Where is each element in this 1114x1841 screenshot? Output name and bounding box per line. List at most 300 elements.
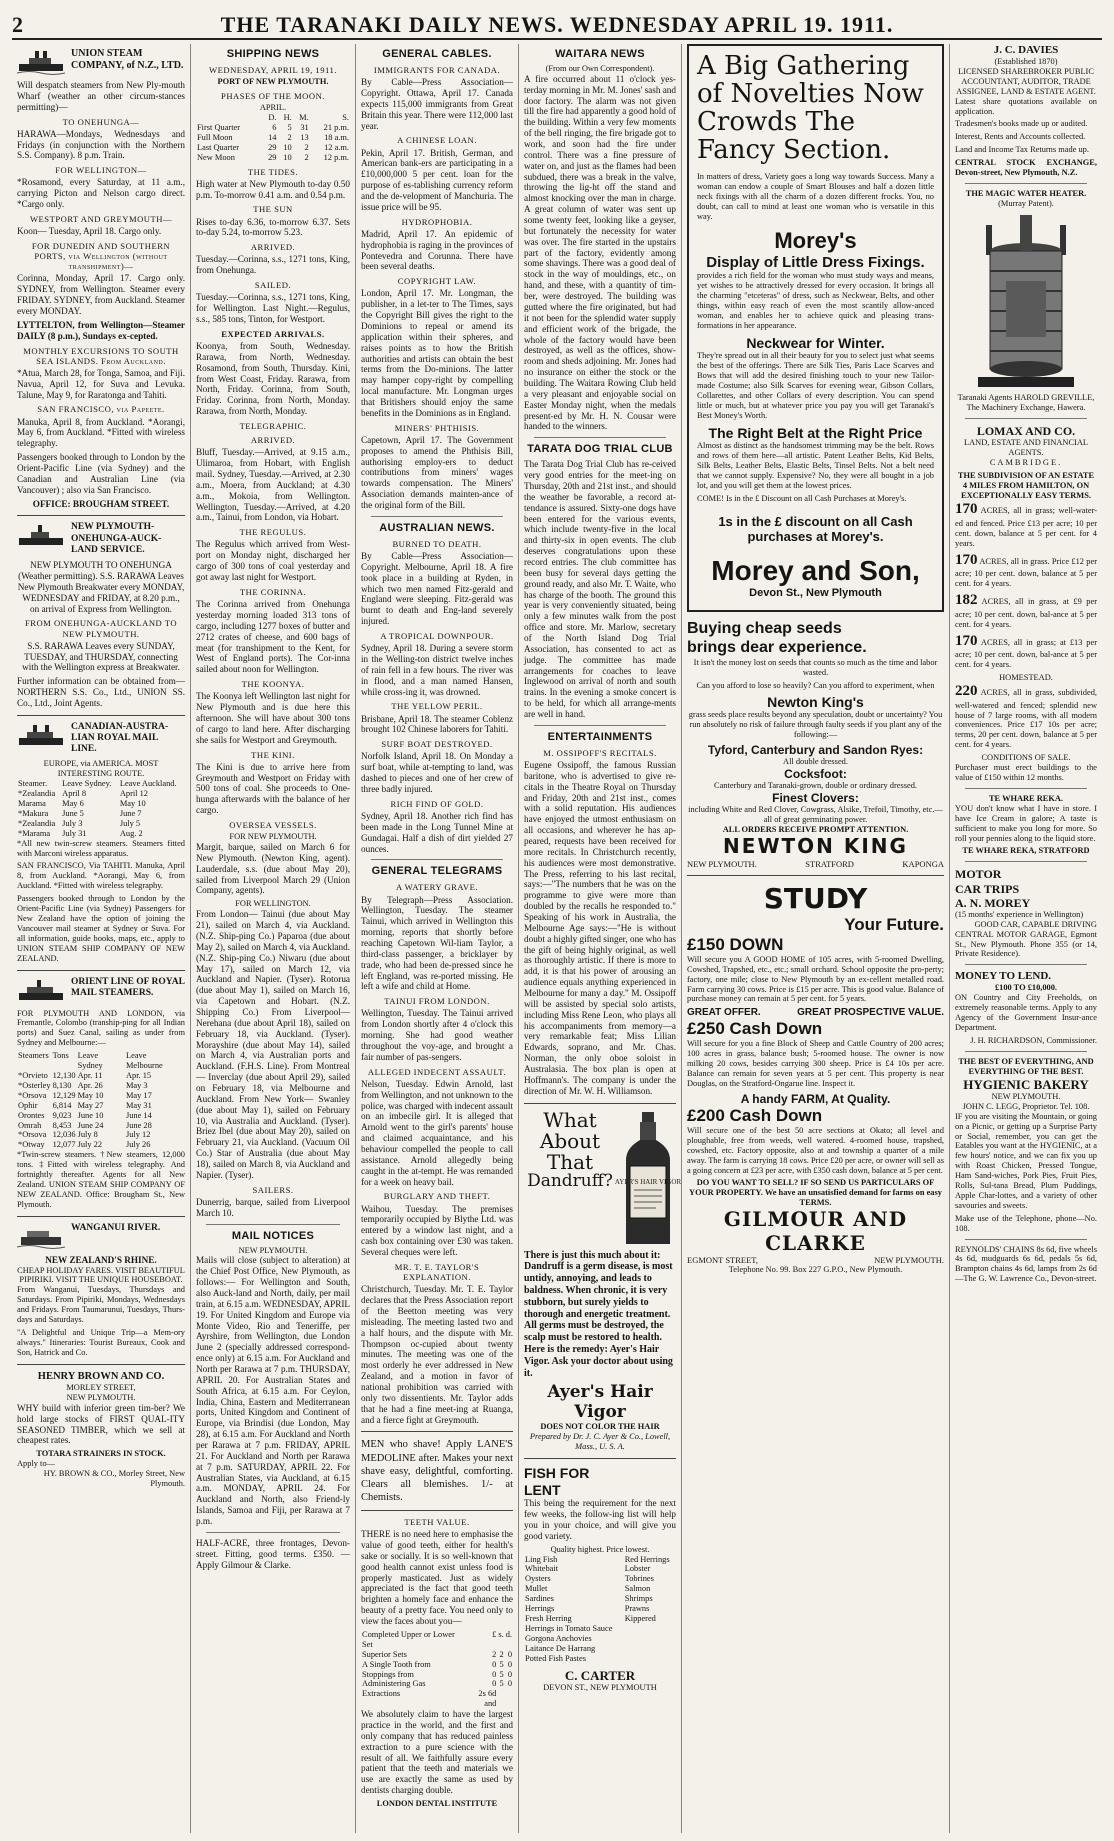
gc-tel: Telephone No. 99. Box 227 G.P.O., New Plymouth. — [728, 1265, 903, 1275]
fish-list — [524, 1555, 676, 1664]
wanganui-ad — [17, 1223, 185, 1251]
table-row: *Orsova 12,036 July 8 July 12 — [18, 1130, 151, 1140]
table-row: A Single Tooth from 0 5 0 — [362, 1659, 512, 1669]
byline: (From our Own Correspondent). — [545, 63, 655, 73]
section-heading: SHIPPING NEWS — [226, 48, 320, 60]
sf-text: Manuka, April 8, from Auckland. *Aorangi, May 6, from Auckland. *Fitted with wireless telegraphy. — [17, 416, 185, 449]
westport-head: WESTPORT AND GREYMOUTH— — [29, 214, 173, 225]
list-item: Potted Fish Pastes — [525, 1653, 586, 1663]
table-row: Stoppings from 0 5 0 — [362, 1669, 512, 1679]
nk-name: Newton King's — [767, 693, 864, 710]
divider — [687, 875, 944, 876]
sailed-text: Tuesday.—Corinna, s.s., 1271 tons, King, for Wellington. Last Night.—Regulus, s.s., 585 tons, Tinton, for Westport. — [196, 292, 350, 325]
lyttelton-text: LYTTELTON, from Wellington—Steamer DAILY (8 p.m.), Sundays ex-cepted. — [17, 319, 185, 341]
oversea-wn: FOR WELLINGTON. — [235, 899, 311, 909]
heater-patent: (Murray Patent). — [998, 198, 1054, 208]
usco-ad — [17, 48, 185, 76]
list-item: Fresh Herring Kippered — [525, 1613, 656, 1623]
article-text: Norfolk Island, April 18. On Monday a surf boat, while at-tempting to land, was dashed to pieces and one of her crew of three badly injured. — [361, 751, 513, 795]
study-sub: Your Future. — [844, 914, 944, 934]
article-heading: TAINUI FROM LONDON. — [384, 996, 490, 1007]
sun-text: Rises to-day 6.36, to-morrow 6.37. Sets to-day 5.24, to-morrow 5.23. — [196, 216, 350, 238]
canadian-sf: SAN FRANCISCO, Via TAHITI. Manuka, April 8, from Auckland. *Aorangi, May 6, from Auckland. *Fitted with wireless telegraphy. — [17, 861, 185, 891]
amorey-sub: (15 months' experience in Wellington) — [955, 909, 1084, 919]
teeth-heading: TEETH VALUE. — [404, 1517, 470, 1527]
fish-quality: Quality highest. Price lowest. — [550, 1544, 650, 1554]
gc-addr-2: NEW PLYMOUTH. — [874, 1255, 944, 1266]
handy-farm: A handy FARM, At Quality. — [740, 1091, 891, 1106]
article-heading: BURGLARY AND THEFT. — [383, 1191, 491, 1202]
orient-note: *Twin-screw steamers. †New steamers, 12,000 tons. ‡Fitted with wireless telegraphy. And fortnightly thereafter. Agents for all New Zealand. UNION STEAM SHIP COMPANY OF NEW ZEALAND. Office: Brougham St., New Plymouth. — [17, 1150, 185, 1209]
article-text: Sydney, April 18. During a severe storm in the Welling-ton district twelve inches of rain fell in a few hours. The river was in flood, and a man named Hansen, while cross-ing it, was drowned. — [361, 643, 513, 697]
table-row: Last Quarter 29 10 2 12 a.m. — [197, 142, 349, 152]
npo-text: NEW PLYMOUTH TO ONEHUNGA (Weather permitting). S.S. RARAWA Leaves New Plymouth Breakwater every MONDAY, WEDNESDAY and FRIDAY, at 8.20 p.m., on arrival of Express from Wellington. — [17, 560, 185, 614]
sailed-heading: SAILED. — [254, 280, 292, 291]
fish-text: This being the requirement for the next few weeks, the follow-ing list will help you in your choice, and will give you good variety. — [524, 1498, 676, 1541]
nk-cocksfoot: Cocksfoot: — [784, 767, 847, 782]
npo-name: NEW PLYMOUTH-ONEHUNGA-AUCK-LAND SERVICE. — [71, 522, 162, 555]
excursions-head: MONTHLY EXCURSIONS TO SOUTH SEA ISLANDS. From Auckland. — [23, 345, 179, 366]
npo-ad — [17, 522, 185, 556]
nk-town: NEW PLYMOUTH. — [687, 858, 757, 869]
medoline-ad: MEN who shave! Apply LANE'S MEDOLINE after. Makes your next shave easy, delightful, comforting. Clears all blemishes. 1/- at Chemists. — [361, 1439, 513, 1503]
list-item: Oysters Tobrines — [525, 1574, 654, 1584]
jcd-title: LICENSED SHAREBROKER PUBLIC ACCOUNTANT, AUDITOR, TRADE ASSIGNEE, LAND & ESTATE AGENT. — [956, 66, 1096, 96]
table-row: Full Moon 14 2 13 18 a.m. — [197, 132, 349, 142]
ayer-text: There is just this much about it: Dandruff is a germ disease, is most untidy, annoying, and leads to baldness. When chronic, it is very stubborn, but surely yields to thorough and energetic treatment. All germs must be destroyed, the scalp must be restored to health. Here is the remedy: Ayer's Hair Vigor. Ask your doctor about using it. — [524, 1249, 673, 1379]
wanganui-name: NEW ZEALAND'S RHINE. — [45, 1254, 157, 1265]
divider — [965, 183, 1087, 184]
article-text: Madrid, April 17. An epidemic of hydrophobia is raging in the provinces of Pontevedra and Corunna. There have been several deaths. — [361, 228, 513, 272]
divider — [524, 1103, 676, 1104]
price-200: £200 Cash Down — [687, 1105, 823, 1125]
table-row: *Osterley 8,130 Apr. 26 May 3 — [18, 1080, 148, 1090]
homestead-heading: HOMESTEAD. — [999, 673, 1053, 683]
gilmour-clarke-ad — [687, 882, 944, 1276]
henry-brown-town: NEW PLYMOUTH. — [66, 1392, 136, 1402]
section-heading: TARATA DOG TRIAL CLUB — [527, 443, 673, 456]
moon-heading: PHASES OF THE MOON. — [221, 91, 325, 102]
divider — [371, 516, 503, 517]
mail-np: NEW PLYMOUTH. — [238, 1245, 308, 1255]
article-heading: COPYRIGHT LAW. — [397, 276, 477, 287]
money-sign: J. H. RICHARDSON, Commissioner. — [970, 1035, 1097, 1045]
neckwear-heading: Neckwear for Winter. — [746, 334, 885, 351]
wanganui-text: From Wanganui, Tuesdays, Thursdays and Saturdays. From Pipiriki, Mondays, Wednesdays and Fridays. From Taumarunui, Tuesdays, Thurs-days and Saturdays. — [17, 1285, 185, 1325]
divider — [371, 859, 503, 860]
halfacre-ad: HALF-ACRE, three frontages, Devon-street. Fitting, good terms. £350. —Apply Gilmour & Clarke. — [196, 1537, 350, 1570]
discount-text: 1s in the £ discount on all Cash purchases at Morey's. — [718, 513, 913, 545]
section-heading: GENERAL CABLES. — [382, 48, 492, 60]
jcd-est: (Established 1870) — [994, 56, 1058, 66]
divider — [361, 1510, 513, 1511]
jcd-line: Interest, Rents and Accounts collected. — [955, 132, 1086, 142]
article-heading: ALLEGED INDECENT ASSAULT. — [367, 1066, 507, 1077]
jcd-line: Tradesmen's books made up or audited. — [955, 119, 1088, 129]
nk-p2: Can you afford to lose so heavily? Can you afford to experiment, when — [696, 680, 935, 690]
lomax-heading: THE SUBDIVISION OF AN ESTATE 4 MILES FROM HAMILTON, ON EXCEPTIONALLY EASY TERMS. — [957, 471, 1095, 501]
canadian-table: Steamer. Leave Sydney. Leave Auckland. *Zealandia April 8 April 12 Marama May 6 May 10 *Makura June 5 June 7 *Zealandia July 3 July 5 *Marama July 31 Aug. 2 — [17, 779, 185, 838]
article-text: Christchurch, Tuesday. Mr. T. E. Taylor declares that the Press Association report of the Beetton meeting was very misleading. The meeting lasted two and a half hours, and the dispute with Mr. Thompson oc-cupied about twenty minutes. The meeting was one of the most orderly he ever addressed in New Zealand, and a motion in favor of national prohibition was carried with only two dissentients. Mr. Taylor adds that he had a fine meet-ing at Ruanga, and a fierce fight at Greymouth. — [361, 1284, 513, 1425]
moon-table: D. H. M. S. First Quarter 6 5 31 21 p.m. Full Moon 14 2 13 18 a.m. Last Quarter 29 10 2 12 a.m. New Moon 29 10 2 12 p.m. — [197, 113, 349, 162]
nk-orders: ALL ORDERS RECEIVE PROMPT ATTENTION. — [722, 825, 909, 835]
dunedin-text: Corinna, Monday, April 17. Cargo only. SYDNEY, from Wellington. Steamer every FRIDAY. SYDNEY, from Auckland. Steamer every MONDAY. — [17, 273, 185, 317]
regulus-heading: THE REGULUS. — [239, 527, 307, 538]
morey-name: Morey's — [774, 227, 857, 253]
amorey-car: GOOD CAR, CAPABLE DRIVING — [974, 919, 1097, 929]
nk-headline-1: Buying cheap seeds — [687, 620, 842, 638]
page-number: 2 — [12, 12, 23, 37]
price-250: £250 Cash Down — [687, 1019, 823, 1039]
fish-addr: DEVON ST., NEW PLYMOUTH — [543, 1682, 657, 1692]
wellington-text: *Rosamond, every Saturday, at 11 a.m., carrying Picton and Nelson cargo direct. *Cargo only. — [17, 177, 185, 210]
divider — [965, 1239, 1087, 1240]
divider — [206, 1224, 340, 1225]
office-text: OFFICE: BROUGHAM STREET. — [32, 498, 170, 509]
henry-brown-text: WHY build with inferior green tim-ber? We hold large stocks of FIRST QUAL-ITY SEASONED TIMBER, which we sell at cheapest rates. — [17, 1402, 185, 1446]
bottle-label-text: AYER'S HAIR VIGOR — [614, 1177, 682, 1186]
article-heading: BURNED TO DEATH. — [392, 538, 482, 549]
usco-name: UNION STEAM COMPANY, of N.Z., LTD. — [71, 48, 184, 71]
orient-table: Steamers Tons Leave Sydney Leave Melbourne *Orvieto 12,130 Apr. 11 Apr. 15 *Osterley 8,130 Apr. 26 May 3 *Orsova 12,129 May 10 May 17 Ophir 6,814 May 27 May 31 Orontes 9,023 June 10 June 14 Omrah 8,453 June 24 June 28 *Orsova 12,036 July 8 July 12 *Otway 12,077 July 22 July 26 — [17, 1051, 185, 1150]
article-text: Nelson, Tuesday. Edwin Arnold, last from Wellington, and not unknown to the police, was charged with indecent assault on an imbecile girl. It is alleged that Arnold went to the girl's parents' house and claimed acquaintance, and his behaviour compelled the people to call assistance. Arnold allegedly being caught in the at-tempt. He was remanded for a week on heavy bail. — [361, 1078, 513, 1187]
canadian-sub: EUROPE, via AMERICA. MOST INTERESTING ROUTE. — [43, 759, 159, 779]
henry-brown-strainers: TOTARA STRAINERS IN STOCK. — [36, 1449, 166, 1459]
article-text: By Telegraph—Press Association. Wellington, Tuesday. The steamer Tainui, which arrived in Wellington this morning, reports that shortly before reaching Capetown Wil-liam Taylor, a third-class passenger, a bricklayer by trade, who had been de-pressed since he left England, was re-ported missing. He left a wife and child at Home. — [361, 894, 513, 992]
table-row: *Zealandia April 8 April 12 — [18, 789, 148, 799]
koonya-text: The Koonya left Wellington last night for New Plymouth and is due here this afternoon. She will have about 300 tons of cargo to land here. After discharging she sails for Westport and Greymouth. — [196, 691, 350, 745]
nk-headline-2: brings dear experience. — [687, 639, 867, 657]
article-text: Pekin, April 17. British, German, and American bank-ers are participating in a £10,000,000 5 per cent. loan for the purpose of es-tablishing currency reform and the de-velopment of Manchuria. The issue price will be 95. — [361, 147, 513, 212]
article-text: A fire occurred about 11 o'clock yes-terday morning in Mr. M. Jones' sash and door factory. The alarm was not given till the fire had apparently a good hold of the building. Within a very few moments of the bell ringing, the fire brigade got to work, and soon had the fire under control. There was a fine pressure of water on, and just as the flames had been subdued, there was a break in the valve, throwing the lig-ht off the stand and almost knocking over the man in charge. A great column of water was sent up some twenty feet, looking like a geyser, but fortunately the necessity for water was over. The fire started in the upstairs part of the factory, evidently among some shavings. There was a good deal of stock in the way of mouldings, etc., on hand, and these, with a quantity of tim-ber, were destroyed. The building was gutted where the fire originated, but had it not been for the splendid water supply and efficient work of the brigade, the whole of the factory would have been destroyed, as well as the offices, show-room and sheds adjoining. Mr. Jones had no insurance on either the stock or the building. The Waitara Rowing Club held a very pleasant and enjoyable social on Easter Monday night, when the medals present-ed by Mr. H. N. Cousar were handed to the winners. — [524, 73, 676, 432]
table-row: Omrah 8,453 June 24 June 28 — [18, 1120, 152, 1130]
conditions-heading: CONDITIONS OF SALE. — [981, 753, 1071, 763]
ayer-q3: That — [546, 1149, 594, 1174]
heater-title: THE MAGIC WATER HEATER. — [965, 188, 1087, 198]
jcd-name: J. C. DAVIES — [993, 44, 1059, 56]
onehunga-head: TO ONEHUNGA— — [62, 116, 140, 127]
list-item: Sardines Shrimps — [525, 1594, 653, 1604]
dunedin-head: FOR DUNEDIN AND SOUTHERN PORTS, via Wellington (without transhipment)— — [31, 241, 171, 272]
bakery-text: IF you are visiting the Mountain, or going on a Picnic, or getting up a Surprise Party or Social, remember, you can get the Eatables you want at the HYGIENIC, at a few hours' notice, and we can fix you up with Roast Chicken, Pressed Tongue, Ham Sand-wiches, Pork Pies, Fruit Pies, Rolls, Sul-tana Bread, Plum Puddings, Apple Char-lottes, and a variety of other savouries and sweets. — [955, 1111, 1097, 1210]
ayer-q1: What — [543, 1107, 597, 1132]
come-text: COME! Is in the £ Discount on all Cash Purchases at Morey's. — [697, 493, 907, 503]
kini-heading: THE KINI. — [251, 749, 295, 760]
divider — [965, 861, 1087, 862]
sun-heading: THE SUN — [253, 204, 293, 215]
teeth-price-table — [361, 1630, 513, 1709]
ayer-prep: Prepared by Dr. J. C. Ayer & Co., Lowell, Mass., U. S. A. — [529, 1432, 671, 1452]
mail-text: Mails will close (subject to alteration) at the Chief Post Office, New Plymouth, as follows:— For Wellington and South, also Auck-land and North, daily, per mail train, at 6.15 a.m. WEDNESDAY, APRIL 19. For United Kingdom and Europe via Monte Video, Rio and Teneriffe, per Ayrshire, from Wellington, due London June 2 (specially addressed correspond-ence only) at 6.15 a.m. For Auckland and North per Rarawa at 7 p.m. THURSDAY, APRIL 20. For Australian States and South Africa, at 6.15 a.m. For Ceylon, India, China, Eastern and Mediterranean ports, United Kingdom and Continent of Europe, via Brindisi (due London, May 28), at 6.15 a.m. For Auckland and North per Rarawa at 7 p.m. FRIDAY, APRIL 21. For Auckland and North per Rarawa at 7 p.m. SATURDAY, APRIL 22. For Australian States, via Auckland, at 6.15 a.m. MONDAY, APRIL 24. For Auckland and North, also Friend-ly Islands, Samoa and Fiji, per Rarawa at 7 p.m. — [196, 1255, 350, 1527]
article-text: By Cable—Press Association—Copyright. Melbourne, April 18. A fire took place in a building at Ryden, in which two men named Fitz-gerald and England were sleeping. Fitz-gerald was burnt to death and Eng-land severely injured. — [361, 551, 513, 627]
article-text: Brisbane, April 18. The steamer Coblenz brought 102 Chinese laborers for Tahiti. — [361, 713, 513, 735]
fish-sign: C. CARTER — [564, 1667, 636, 1683]
bakery-name: HYGIENIC BAKERY — [963, 1076, 1089, 1092]
article-heading: A CHINESE LOAN. — [397, 135, 477, 146]
table-row: *Zealandia July 3 July 5 — [18, 818, 141, 828]
table-row: Superior Sets 2 2 0 — [362, 1649, 512, 1659]
orient-ad — [17, 977, 185, 1005]
orient-text: FOR PLYMOUTH AND LONDON, via Fremantle, Colombo (tranship-ping for all Indian ports) and Suez Canal, sailing as under from Sydney and Melbourne:— — [17, 1008, 185, 1048]
teeth-sign: LONDON DENTAL INSTITUTE — [376, 1799, 498, 1808]
divider — [965, 964, 1087, 965]
table-row: *Marama July 31 Aug. 2 — [18, 828, 143, 838]
sailers-text: Dunerrig, barque, sailed from Liverpool March 10. — [196, 1196, 350, 1218]
morey-display: Display of Little Dress Fixings. — [706, 253, 925, 271]
divider — [17, 970, 185, 971]
table-row: First Quarter 6 5 31 21 p.m. — [197, 122, 349, 132]
table-row: *Orsova 12,129 May 10 May 17 — [18, 1090, 152, 1100]
whare-text: YOU don't know what I have in store. I have Ice Cream in galore; A taste is sufficient to make you long for more. So roll your pennies along to the liquid store. — [955, 803, 1097, 843]
lomax-name: LOMAX AND CO. — [976, 423, 1076, 438]
canadian-note: *All new twin-screw steamers. Steamers fitted with Marconi wireless apparatus. — [17, 838, 185, 858]
oversea-heading: OVERSEA VESSELS. — [229, 819, 317, 830]
article-heading: A TROPICAL DOWNPOUR. — [380, 631, 494, 642]
divider — [965, 418, 1087, 419]
divider — [361, 1431, 513, 1432]
column-general-cables — [355, 44, 518, 1833]
lomax-town: CAMBRIDGE. — [989, 457, 1063, 467]
table-row: Extractions 2s 6d and — [362, 1689, 497, 1709]
arrived-text: Tuesday.—Corinna, s.s., 1271 tons, King, from Onehunga. — [196, 254, 350, 276]
nk-town: KAPONGA — [902, 858, 944, 869]
table-row: Completed Upper or Lower Set £ s. d. — [362, 1629, 512, 1649]
table-row: *Otway 12,077 July 22 July 26 — [18, 1140, 151, 1150]
regulus-text: The Regulus which arrived from West-port on Monday night, discharged her cargo of 300 tons of coal yesterday and got away last night for Westport. — [196, 539, 350, 583]
table-row: Ophir 6,814 May 27 May 31 — [18, 1100, 152, 1110]
further-text: Further information can be obtained from— NORTHERN S.S. Co., Ltd., UNION SS. Co., Ltd., Joint Agents. — [17, 676, 185, 708]
corinna-text: The Corinna arrived from Onehunga yesterday morning loaded 313 tons of cargo, including 1277 boxes of butter and 2712 crates of cheese, and 600 bags of meat (for transhipment to the Kent, for West of England ports). The Cor-inna sailed about noon for Wellington. — [196, 599, 350, 675]
neckwear-text: They're spread out in all their beauty for you to select just what seems the best of the offerings. There are Silk Ties, Paris Lace Scarves and Bows that will add the desired finishing touch to your new Tailor-made Costume; also Silk Scarves for evening wear, Gibson Collars, Collarettes, and other Collars of every description. You can spend little or much, but at whatever price you pay you will get Taranaki's Best Money's Worth. — [697, 351, 934, 420]
bakery-prop: JOHN C. LEGG, Proprietor. Tel. 108. — [962, 1101, 1090, 1111]
article-heading: MINERS' PHTHISIS. — [394, 422, 480, 433]
money-heading: MONEY TO LEND. — [955, 970, 1052, 983]
divider — [965, 1051, 1087, 1052]
newspaper-title: THE TARANAKI DAILY NEWS. WEDNESDAY APRIL 19. 1911. — [220, 12, 894, 37]
oversea-np: FOR NEW PLYMOUTH. — [229, 832, 317, 842]
jcd-address: CENTRAL STOCK EXCHANGE, Devon-street, New Plymouth, N.Z. — [955, 158, 1097, 178]
morey-address: Devon St., New Plymouth — [749, 587, 882, 600]
ayer-ad — [524, 1107, 682, 1250]
article-text: The Tarata Dog Trial Club has re-ceived very good entries for the meet-ing on Thursday, 20th and 21st inst., and should the weather be favorable, a record at-tendance is assured. Sixty-one dogs have been entered for the various events, which include twenty-five in the local and thirty-six in open events. The club deserves congratulations upon these record entries. The club committee has been busy for several days getting the ground ready, and also Mr. T. Waite, who has charge of the booth. The ground this year is very conveniently situated, being only a few minutes walk from the post office and store. Mr. Marlow, secretary of the North Island Dog Trial Association, has consented to act as judge. The committee has made arrangements for coaches to leave Inglewood on arrival of north and south trains. In the evening a smoke concert is to be held, for which all arrange-ments are well in hand. — [524, 459, 676, 719]
article-heading: M. OSSIPOFF'S RECITALS. — [543, 747, 657, 758]
divider — [17, 1216, 185, 1217]
lot-item: 170 ACRES, all in grass; at £13 per acre; 10 per cent. down, bal-ance at 5 per cent. for 4 years. — [955, 632, 1097, 670]
lot-item: 182 ACRES, all in grass, at £9 per acre; 10 per cent. down, bal-ance at 5 per cent. for 4 years. — [955, 592, 1097, 629]
morey-ad — [687, 44, 944, 612]
price-150: £150 DOWN — [687, 934, 784, 954]
motor-heading: MOTOR CAR TRIPS — [955, 867, 1020, 896]
article-heading: A WATERY GRAVE. — [395, 882, 479, 893]
orient-name: ORIENT LINE OF ROYAL MAIL STEAMERS. — [71, 976, 185, 998]
sailers-heading: SAILERS. — [252, 1184, 294, 1195]
henry-brown-sign: HY. BROWN & CO., Morley Street, New Plymouth. — [43, 1469, 185, 1489]
koonya-heading: THE KOONYA. — [241, 679, 305, 690]
article-text: Sydney, April 18. Another rich find has been made in the Long Tunnel Mine at Gundagai. Half a dish of dirt yielded 27 ounces. — [361, 811, 513, 854]
teeth-close: We absolutely claim to have the largest practice in the world, and the first and only company that has reduced painless extraction to a pure science with the result of all. We faithfully assure every patient that the teeth and materials we use are exactly the same as used by dentists charging double. — [361, 1709, 513, 1796]
tides-text: High water at New Plymouth to-day 0.50 p.m. To-morrow 0.41 a.m. and 0.54 p.m. — [196, 178, 350, 200]
gc-addr-1: EGMONT STREET, — [687, 1255, 758, 1266]
list-item: Whitebait Lobster — [525, 1564, 651, 1574]
section-heading: WAITARA NEWS — [555, 48, 645, 60]
section-heading: GENERAL TELEGRAMS — [371, 865, 503, 878]
column-classifieds — [949, 44, 1102, 1833]
wanganui-sub: CHEAP HOLIDAY FARES. VISIT BEAUTIFUL PIPIRIKI. VISIT THE UNIQUE HOUSEBOAT. — [17, 1265, 185, 1285]
henry-brown-apply: Apply to— — [17, 1459, 55, 1469]
masthead — [12, 8, 1102, 40]
jcd-line: Latest share quotations available on application. — [955, 96, 1097, 116]
heater-agents: Taranaki Agents HAROLD GREVILLE, The Machinery Exchange, Hawera. — [957, 392, 1095, 412]
oversea-wn-text: From London— Tainui (due about May 21), sailed on March 4, via Auckland. (N.Z. Ship-ping Co.) Paparoa (due about May 2), sailed on March 4, via Auckland. (N.Z. Ship-ping Co.) Niwaru (due about May 17), sailed on March 12, via Auckland and Napier. (Tyser). Rotorua (due about May 1), sailed on March 16, via Capetown and Hobart. (N.Z. Shipping Co.) From Liverpool— Nerehana (due about April 18), sailed on February 18, via Auckland. (Tyser). Morayshire (due about May 14), sailed on March 4, via Australian ports and Auckland. (F.H.S. Line). From Montreal— Inverclay (due about April 29), sailed on February 18, via Melbourne and Auckland. From New York— Swanley (due about May 1), sailed on February 10, via Australia and Auckland. (Tyser). Briez Ibel (due about May 20), sailed on February 21, via Auckland. (Vacuum Oil Co.) Star of Australia (due about May 18), sailed on March 8, via Auckland and Napier. (Tyser). — [196, 909, 350, 1180]
teeth-text: THERE is no need here to emphasise the value of good teeth, either for health's sake or socially. It is so well-known that good health cannot exist unless food is properly masticated. Just as widely appreciated is the fact that good teeth brighten a homely face and enhance the beauty of a pretty face. You need only to view the faces about you— — [361, 1529, 513, 1627]
lot-item: 220 ACRES, all in grass, subdivided, well-watered and fenced; splendid new house of 7 large rooms, with all modern conveniences. Price £17 10s per acre; terms, 20 per cent. down, balance at 5 per cent. for 4 years. — [955, 682, 1097, 750]
oversea-np-text: Margit, barque, sailed on March 6 for New Plymouth. (Newton King, agent). Lauderdale, s.s. (due about May 20), sailed from Liverpool March 29 (Union Company, agents). — [196, 842, 350, 896]
article-text: Capetown, April 17. The Government proposes to amend the Phthisis Bill, authorising employ-ers to deduct contributions from miners' wages towards compensation. The Miners' Association demands mainten-ance of the original form of the Bill. — [361, 434, 513, 511]
riverboat-icon — [17, 1223, 65, 1251]
article-heading: HYDROPHOBIA. — [401, 216, 473, 227]
study-heading: STUDY — [763, 881, 868, 915]
divider — [17, 1364, 185, 1365]
article-text: Waihou, Tuesday. The premises temporarily occupied by Blythe Ltd. was entered by a window last night, and a cash box containing over £30 was taken. Several cheques were left. — [361, 1203, 513, 1258]
nk-p1: It isn't the money lost on seeds that counts so much as the time and labor wasted. — [693, 658, 938, 678]
steamship-icon — [17, 48, 65, 76]
divider — [965, 788, 1087, 789]
henry-brown-street: MORLEY STREET, — [66, 1383, 136, 1393]
bakery-np: NEW PLYMOUTH. — [991, 1091, 1061, 1101]
table-row: *Orvieto 12,130 Apr. 11 Apr. 15 — [18, 1070, 152, 1080]
list-item: Ling Fish Red Herrings — [525, 1554, 670, 1564]
arrived2-text: Bluff, Tuesday.—Arrived, at 9.15 a.m., Ulimaroa, from Hobart, with English mail. Sydney, Tuesday.—Arrived, at 2.30 a.m., Moera, from Auckland; at 4.30 a.m., Mokoia, from Wellington. Wellington, Tuesday.—Arrived, at 4.20 a.m., Tainui, from London, via Hobart. — [196, 447, 350, 523]
list-item: Laitance De Harrang — [525, 1643, 596, 1653]
port-heading: PORT OF NEW PLYMOUTH. — [217, 77, 329, 87]
list-item: Herrings in Tomato Sauce — [525, 1623, 613, 1633]
price-150-text: Will secure you A GOOD HOME of 105 acres, with 5-roomed Dwelling, Cowshed, Trapshed, etc., etc.; small orchard. School opposite the pro-perty; factory, one mile; close to New Plymouth by an ex-cellent metalled road. Farm carrying 30 cows. Price is £15 per acre. This is good value. Balance of purchase money can remain at 5 per cent. for 5 years. — [687, 954, 944, 1004]
expected-heading: EXPECTED ARRIVALS. — [221, 328, 325, 339]
mail-heading: MAIL NOTICES — [231, 1229, 315, 1242]
want-to-sell: DO YOU WANT TO SELL? IF SO SEND US PARTICULARS OF YOUR PROPERTY. We have an unsatisfied demand for farms on easy TERMS. — [689, 1178, 942, 1208]
nk-rye-sub: All double dressed. — [783, 757, 848, 767]
newton-king-ad — [687, 620, 944, 868]
wanganui-head: WANGANUI RIVER. — [71, 1222, 161, 1233]
table-row: Marama May 6 May 10 — [18, 799, 146, 809]
morey-firm: Morey and Son, — [711, 555, 920, 587]
article-text: Wellington, Tuesday. The Tainui arrived from London shortly after 4 o'clock this morning. She had good weather throughout the voy-age, and brought a fair number of pas-sengers. — [361, 1008, 513, 1062]
passengers-text: Passengers booked through to London by the Orient-Pacific Line (via Sydney) and the Canadian and Australian Line (via Vancouver) ; also via San Francisco. — [17, 452, 185, 495]
steamship-icon — [17, 977, 65, 1005]
steamship-icon — [17, 522, 65, 550]
table-row: Orontes 9,023 June 10 June 14 — [18, 1110, 152, 1120]
section-heading: ENTERTAINMENTS — [547, 730, 653, 743]
canadian-ad — [17, 722, 185, 756]
hair-vigor-bottle-icon — [614, 1110, 682, 1250]
morey-headline: A Big Gathering of Novelties Now Crowds The Fancy Section. — [697, 51, 924, 166]
article-heading: IMMIGRANTS FOR CANADA. — [373, 64, 501, 75]
expected-text: Koonya, from South, Wednesday. Rarawa, from North, Wednesday. Rosamond, from South, Thursday. Kini, from West Coast, Friday. Rarawa, from North, Friday. Corinna, from South, Friday. Corinna, from North, Monday. Rarawa, from North, Monday. — [196, 341, 350, 417]
belt-text: Almost as distinct as the handsomest trimming may be the belt. Rows and rows of them here—all artistic. Patent Leather Belts, Kid Belts, Silk Belts, Leather Belts, Elastic Belts, Tinsel Belts. Not a belt need that we cannot supply. Expensive? No, they were all bought in a job lot, and you will get them at the lowest prices. — [697, 441, 934, 490]
steamship-icon — [17, 722, 65, 750]
ayer-brand: Ayer's Hair Vigor — [547, 1382, 653, 1423]
moon-month: APRIL. — [259, 103, 287, 113]
column-shipping-ads — [12, 44, 190, 1833]
nk-big-name: NEWTON KING — [723, 834, 908, 859]
westport-text: Koon— Tuesday, April 18. Cargo only. — [17, 226, 162, 237]
table-row: Administering Gas 0 5 0 — [362, 1679, 512, 1689]
article-heading: MR. T. E. TAYLOR'S EXPLANATION. — [394, 1261, 480, 1283]
lot-item: 170 ACRES, all in grass; well-water-ed and fenced. Price £13 per acre; 10 per cent. down, balance at 5 per cent. for 4 years. — [955, 501, 1097, 548]
tides-heading: THE TIDES. — [247, 166, 299, 177]
list-item: Gorgona Anchovies — [525, 1633, 592, 1643]
lot-item: 170 ACRES, all in grass. Price £12 per acre; 10 per cent. down, balance at 5 per cent. for 4 years. — [955, 551, 1097, 589]
nk-p3: grass seeds place results beyond any speculation, doubt or uncertainty? You run absolutely no risk of failure through faulty seeds if you plant any of the following:— — [688, 710, 943, 740]
list-item: Herrings Prawns — [525, 1604, 650, 1614]
bakery-tagline: THE BEST OF EVERYTHING, AND EVERYTHING OF THE BEST. — [958, 1056, 1094, 1076]
nk-rye: Tyford, Canterbury and Sandon Ryes: — [707, 743, 924, 758]
nk-cocksfoot-sub: Canterbury and Taranaki-grown, double or ordinary dressed. — [714, 781, 917, 791]
nk-town: STRATFORD — [805, 858, 854, 869]
sf-head: SAN FRANCISCO, via Papeete. — [37, 404, 165, 415]
article-text: London, April 17. Mr. Longman, the publisher, in a let-ter to The Times, says the Copyright Bill gives the right to the Dominions to repeal or amend its application within their spheres, and raises points as to how the British authorities and artists can obtain the best terms from the Do-minions. The latter may hamper copy-right by compelling local manufacture. Mr. Longman urges that Britishers should enjoy the same benefits in the Dominions as in England. — [361, 288, 513, 418]
fish-heading: FISH FOR LENT — [524, 1465, 590, 1498]
list-item: Mullet Salmon — [525, 1584, 651, 1594]
ayer-q4: Dandruff? — [527, 1170, 613, 1191]
ona-text: S.S. RARAWA Leaves every SUNDAY, TUESDAY, and THURSDAY, connecting with the Wellington express at Breakwater. — [22, 640, 180, 673]
ayer-tag: DOES NOT COLOR THE HAIR — [540, 1422, 660, 1432]
canadian-pass: Passengers booked through to London by the Orient-Pacific Line (via Sydney) Passengers for New Zealand have the option of joining the Vancouver mail steamer at Sydney or Suva. For all information, guide books, maps, etc., apply to UNION STEAM SHIP COMPANY OF NEW ZEALAND. — [17, 894, 185, 963]
table-row: New Moon 29 10 2 12 p.m. — [197, 152, 349, 162]
bakery-tel: Make use of the Telephone, phone—No. 108. — [955, 1213, 1097, 1233]
morey-intro: In matters of dress, Variety goes a long way towards Success. Many a woman can endow a couple of Smart Blouses and half a dozen little neck fixings with all the charm of a dozen different frocks. You, no doubt, can call to mind at least one woman who is versatile in this way. — [697, 172, 934, 221]
whare-sign: TE WHARE REKA, STRATFORD — [962, 846, 1090, 856]
great-value: GREAT PROSPECTIVE VALUE. — [797, 1007, 944, 1019]
article-text: Eugene Ossipoff, the famous Russian baritone, who is advertised to give re-citals in the Theatre Royal on Thursday and Friday, 20th and 21st inst., comes with a solid reputation. His audiences have enjoyed the utmost enthusiasm on all occasions, and wherever he has ap-peared, requests have been received for more recitals. In Christchurch recently, his audiences were most demonstrative. The Press, referring to his last recital, says:—"The numbers that he was on the programme to give were more than doubled by the recalls he responded to." Speaking of his work in Australia, the Melbourne Age says:—"He is without doubt a highly gifted singer, one who has the gift of being highly original, as well as thoroughly artistic. If there is more to add, it is that his power of arousing an audience equals anything experienced in Melbourne for many a day." M. Ossipoff will be assisted by special solo artists, including Miss Rene Leon, who plays all his accompaniments from memory—a very remarkable feat; Miss Lilian Edwards, soprano, and Mr. Chas. Norman, the only oboe soloist in Australasia. The box plan is open at Hoffmann's. The company is under the direction of Mr. W. H. Williamson. — [524, 759, 676, 1096]
article-heading: SURF BOAT DESTROYED. — [381, 739, 493, 750]
jcd-line: Land and Income Tax Returns made up. — [955, 145, 1089, 155]
arrived-heading: ARRIVED. — [250, 242, 296, 253]
price-200-text: Will secure one of the best 50 acre sections at Okato; all level and ploughable, free from weeds, well watered. 4-roomed house, trapshed, cowshed, etc. Factory opposite, also at and township a quarter of a mile away. The farm is carrying 18 cows. Price £20 per acre, or owner will sell as a going concern at £23 per acre, with £350 cash down, balance at 5 per cent. — [687, 1125, 944, 1175]
wanganui-tag: "A Delightful and Unique Trip—a Mem-ory always." Itineraries: Tourist Bureaux, Cook and Son, Hatrick and Co. — [17, 1327, 185, 1357]
belt-heading: The Right Belt at the Right Price — [708, 424, 923, 441]
telegraphic-heading: TELEGRAPHIC. — [239, 421, 307, 432]
wellington-head: FOR WELLINGTON— — [55, 165, 147, 176]
henry-brown-name: HENRY BROWN AND CO. — [37, 1370, 165, 1382]
ayer-q2: About — [539, 1128, 601, 1153]
article-heading: RICH FIND OF GOLD. — [390, 798, 484, 809]
price-250-text: Will secure for you a fine Block of Sheep and Cattle Country of 200 acres; 100 acres in grass, balance bush; 5-roomed house. The owner is now milking 20 cows, besides carrying 300 sheep. Price is £4 10s per acre. Balance can remain for seven years at 5 per cent. This property is near Douglas, on the Stratford-Ongarue line. Inspect it. — [687, 1039, 944, 1088]
amorey-name: A. N. MOREY — [955, 895, 1031, 910]
nk-clovers: Finest Clovers: — [772, 791, 859, 806]
table-row: *Makura June 5 June 7 — [18, 808, 142, 818]
money-amount: £100 TO £10,000. — [994, 983, 1058, 993]
amorey-addr: CENTRAL MOTOR GARAGE, Egmont St., New Plymouth. Phone 355 (or 14, Private Residence). — [955, 929, 1097, 959]
divider — [534, 437, 666, 438]
nk-clovers-sub: including White and Red Clover, Cowgrass, Alsike, Trefoil, Timothy, etc.—all of great germinating power. — [688, 805, 943, 825]
gilmour-clarke-name: GILMOUR AND CLARKE — [723, 1207, 908, 1255]
article-heading: THE YELLOW PERIL. — [391, 701, 483, 712]
conditions-text: Purchaser must erect buildings to the value of £150 within 12 months. — [955, 763, 1097, 782]
divider — [206, 1532, 340, 1533]
canadian-name: CANADIAN-AUSTRA-LIAN ROYAL MAIL LINE. — [71, 721, 169, 755]
ona-head: FROM ONEHUNGA-AUCKLAND TO NEW PLYMOUTH. — [24, 618, 178, 639]
divider — [17, 715, 185, 716]
shipping-date: WEDNESDAY, APRIL 19, 1911. — [209, 64, 337, 75]
great-offer: GREAT OFFER. — [687, 1007, 761, 1019]
excursions-text: *Atua, March 28, for Tonga, Samoa, and Fiji. Navua, April 12, for Suva and Levuka. Talune, May 9, for Raratonga and Tahiti. — [17, 367, 185, 400]
column-shipping-news — [190, 44, 355, 1833]
column-waitara — [518, 44, 681, 1833]
reynolds-ad: REYNOLDS' CHAINS 8s 6d, five wheels 4s 6d, mudguards 6s 6d, pedals 5s 6d, Brampton chains 4s 6d, lamps from 2s 6d —The G. W. Lawrence Co., Devon-street. — [955, 1244, 1098, 1284]
divider — [17, 515, 185, 516]
onehunga-text: HARAWA—Mondays, Wednesdays and Fridays (in conjunction with the Northern S.S. Company). 8 p.m. Train. — [17, 128, 185, 161]
